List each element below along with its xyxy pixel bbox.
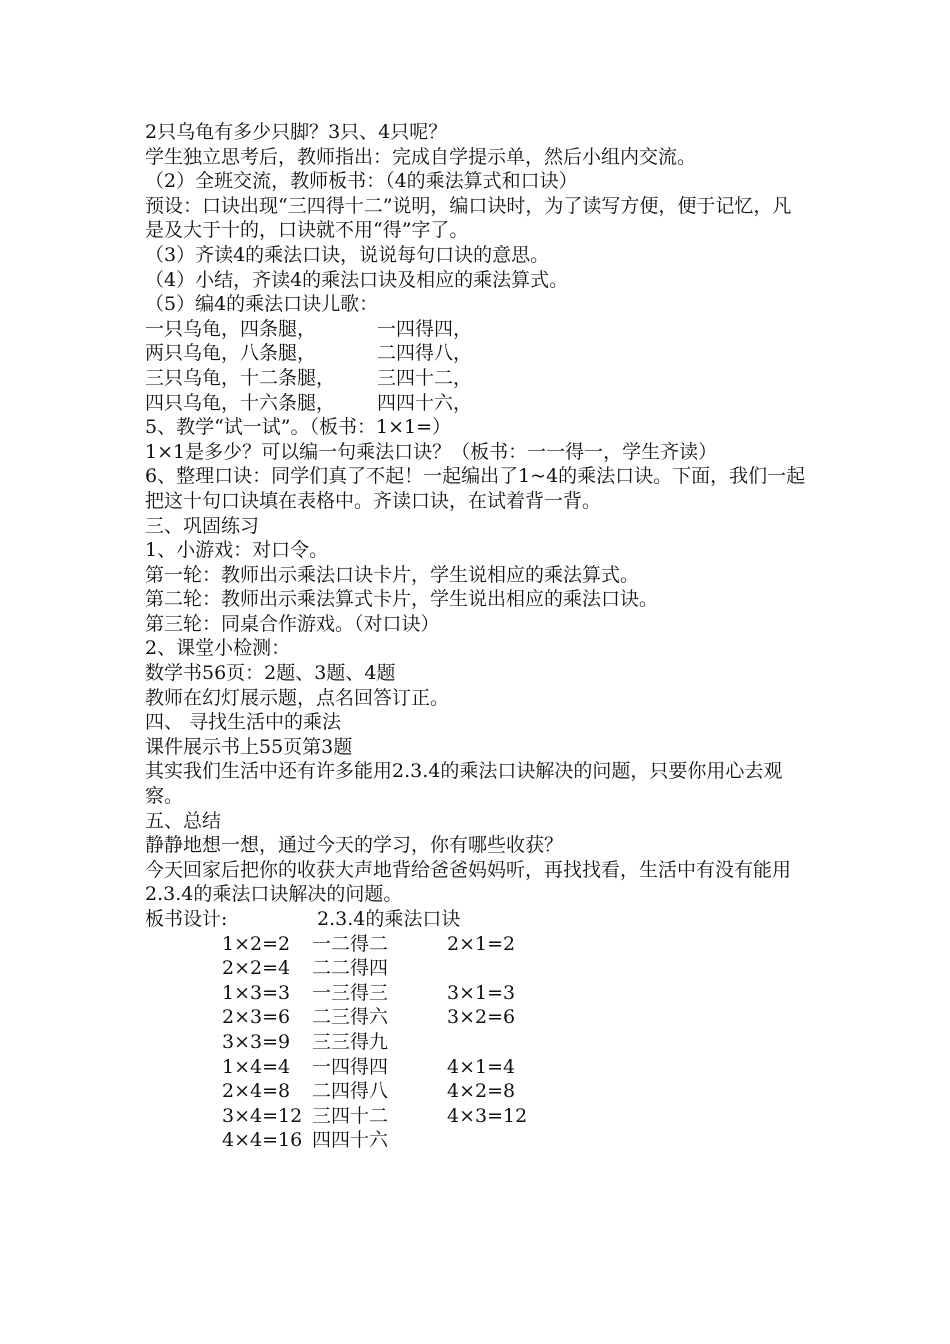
paragraph: 课件展示书上55页第3题: [145, 735, 353, 758]
song-row: [145, 341, 810, 366]
paragraph: 教师在幻灯展示题，点名回答订正。: [145, 686, 450, 709]
equation-cell: 2×2=4: [222, 957, 291, 980]
lesson-plan-text: [145, 120, 810, 1153]
table-row: [222, 1030, 810, 1055]
equation-cell: 4×4=16: [222, 1129, 303, 1152]
paragraph: 1×1是多少？可以编一句乘法口诀？（板书：一一得一，学生齐读）: [145, 440, 718, 463]
homework-paragraph: 今天回家后把你的收获大声地背给爸爸妈妈听，再找找看，生活中有没有能用2.3.4的乘法口诀解决的问题。: [145, 858, 792, 906]
song-row: [145, 391, 810, 416]
paragraph: 学生独立思考后，教师指出：完成自学提示单，然后小组内交流。: [145, 145, 697, 168]
section-heading: 五、总结: [145, 809, 222, 832]
table-row: [222, 932, 810, 957]
paragraph: （2）全班交流，教师板书：（4的乘法算式和口诀）: [145, 170, 578, 193]
rhyme-cell: 一二得二: [312, 932, 389, 955]
paragraph: （4）小结，齐读4的乘法口诀及相应的乘法算式。: [145, 268, 569, 291]
preset-paragraph: 预设：口诀出现“三四得十二”说明，编口诀时，为了读写方便，便于记忆，凡是及大于十的，口诀就不用“得”字了。: [145, 194, 792, 242]
paragraph: 1、小游戏：对口令。: [145, 539, 329, 562]
table-row: [222, 1079, 810, 1104]
table-row: [222, 981, 810, 1006]
equation-cell: 1×4=4: [222, 1055, 291, 1078]
paragraph: 第一轮：教师出示乘法口诀卡片，学生说相应的乘法算式。: [145, 563, 640, 586]
rhyme-cell: 一四得四: [312, 1055, 389, 1078]
board-design-title: 2.3.4的乘法口诀: [317, 908, 461, 930]
equation-cell: 2×4=8: [222, 1080, 291, 1103]
paragraph: 第二轮：教师出示乘法算式卡片，学生说出相应的乘法口诀。: [145, 588, 659, 611]
table-row: [222, 1104, 810, 1129]
song-verse: 一只乌龟，四条腿，: [145, 317, 317, 340]
rhyme-cell: 一三得三: [312, 981, 389, 1004]
song-rhyme: 二四得八，: [377, 342, 473, 365]
board-design-table: [222, 932, 810, 1153]
equation-cell: 2×3=6: [222, 1006, 291, 1029]
rhyme-cell: 二四得八: [312, 1080, 389, 1103]
swapped-equation-cell: 4×2=8: [447, 1080, 516, 1103]
swapped-equation-cell: 4×3=12: [447, 1104, 528, 1127]
song-rhyme: 一四得四，: [377, 317, 473, 340]
multiplication-rhyme-song: [145, 317, 810, 415]
swapped-equation-cell: 3×1=3: [447, 981, 516, 1004]
equation-cell: 3×4=12: [222, 1104, 303, 1127]
paragraph: （3）齐读4的乘法口诀，说说每句口诀的意思。: [145, 243, 550, 266]
section-heading: 三、巩固练习: [145, 514, 260, 537]
swapped-equation-cell: 3×2=6: [447, 1006, 516, 1029]
paragraph: 静静地想一想，通过今天的学习，你有哪些收获？: [145, 834, 564, 857]
rhyme-cell: 三四十二: [312, 1104, 389, 1127]
section-heading: 四、 寻找生活中的乘法: [145, 711, 342, 734]
song-verse: 三只乌龟，十二条腿，: [145, 366, 336, 389]
paragraph: 2只乌龟有多少只脚？3只、4只呢？: [145, 121, 448, 143]
table-row: [222, 1055, 810, 1080]
paragraph: 5、教学“试一试”。（板书：1×1=）: [145, 416, 452, 439]
song-verse: 四只乌龟，十六条腿，: [145, 391, 336, 414]
paragraph: 2、课堂小检测：: [145, 637, 291, 660]
swapped-equation-cell: [447, 956, 567, 981]
table-row: [222, 956, 810, 981]
song-verse: 两只乌龟，八条腿，: [145, 342, 317, 365]
rhyme-cell: 二二得四: [312, 957, 389, 980]
swapped-equation-cell: 4×1=4: [447, 1055, 516, 1078]
song-rhyme: 四四十六，: [377, 391, 473, 414]
board-design-header: [145, 907, 810, 932]
swapped-equation-cell: [447, 1128, 567, 1153]
rhyme-cell: 二三得六: [312, 1006, 389, 1029]
equation-cell: 1×2=2: [222, 932, 291, 955]
equation-cell: 1×3=3: [222, 981, 291, 1004]
swapped-equation-cell: [447, 1030, 567, 1055]
table-row: [222, 1128, 810, 1153]
organize-paragraph: 6、整理口诀：同学们真了不起！一起编出了1~4的乘法口诀。下面，我们一起把这十句口诀填在表格中。齐读口诀，在试着背一背。: [145, 465, 806, 512]
table-row: [222, 1005, 810, 1030]
swapped-equation-cell: 2×1=2: [447, 932, 516, 955]
song-row: [145, 317, 810, 342]
rhyme-cell: 四四十六: [312, 1129, 389, 1152]
equation-cell: 3×3=9: [222, 1030, 291, 1053]
board-design-label: 板书设计:: [145, 908, 228, 930]
song-row: [145, 366, 810, 391]
paragraph: 数学书56页：2题、3题、4题: [145, 662, 396, 685]
song-rhyme: 三四十二，: [377, 366, 473, 389]
rhyme-cell: 三三得九: [312, 1030, 389, 1053]
paragraph: （5）编4的乘法口诀儿歌：: [145, 293, 379, 316]
paragraph: 第三轮：同桌合作游戏。（对口诀）: [145, 612, 440, 635]
life-paragraph: 其实我们生活中还有许多能用2.3.4的乘法口诀解决的问题，只要你用心去观察。: [145, 760, 783, 808]
